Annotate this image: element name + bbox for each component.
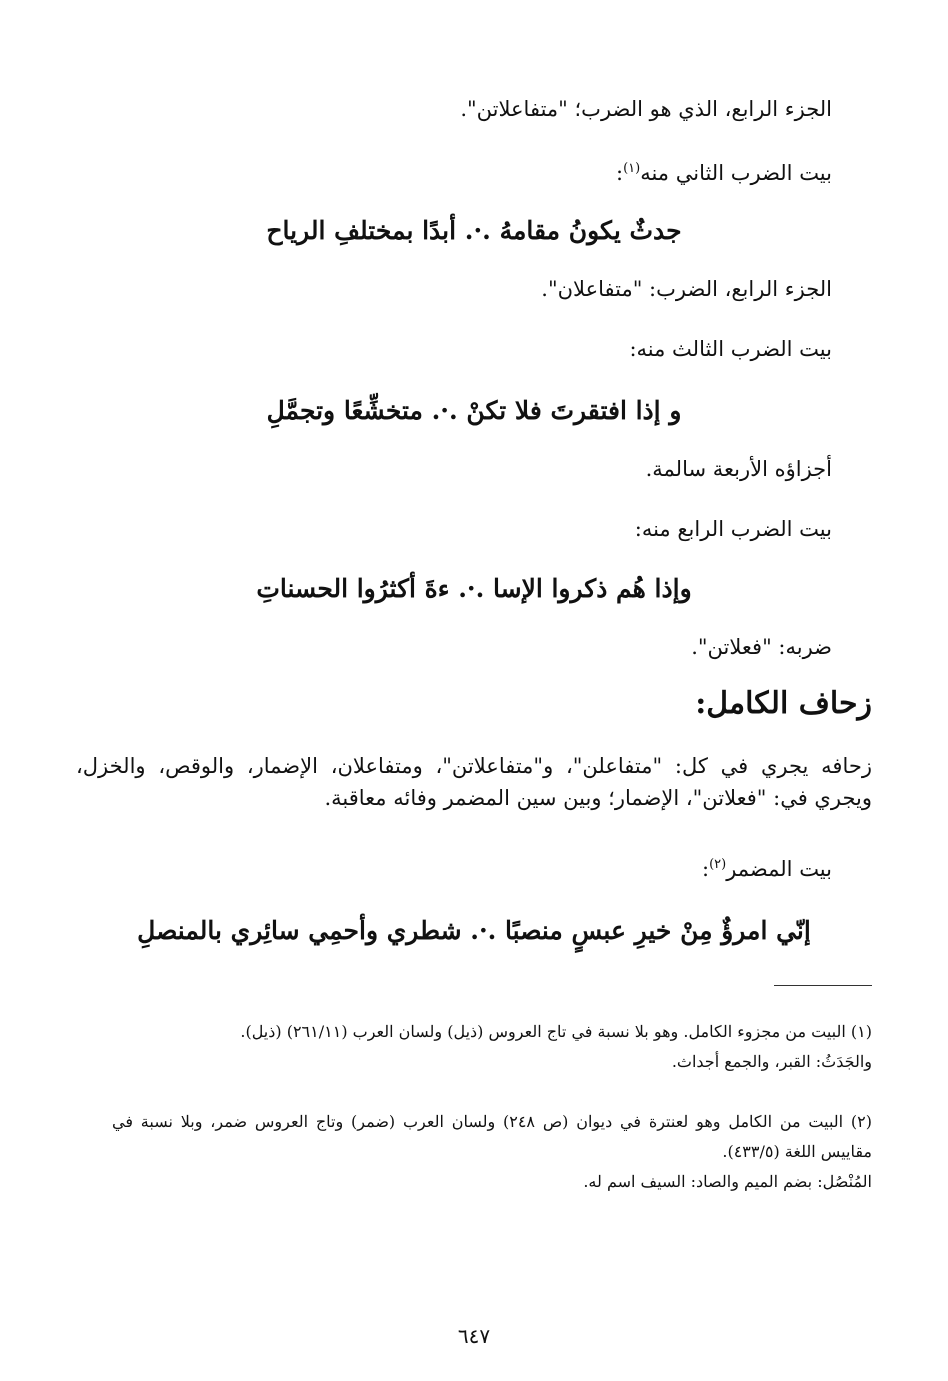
footnote-divider — [774, 985, 872, 986]
text-line: الجزء الرابع، الضرب: "متفاعلان". — [541, 277, 832, 301]
text-line: بيت الضرب الرابع منه: — [634, 517, 832, 541]
page-number: ٦٤٧ — [457, 1324, 491, 1348]
text-line — [70, 850, 832, 884]
text-line — [70, 154, 832, 188]
body-paragraph: زحافه يجري في كل: "متفاعلن"، و"متفاعلاتن"، ومتفاعلان، الإضمار، والوقص، والخزل، ويجري في: "فعلاتن"، الإضمار؛ وبين سين المضمر وفائه معاقبة. — [76, 754, 872, 810]
text-line-label: بيت المضمر — [726, 857, 832, 881]
footnote-text: المُنْصُل: بضم الميم والصاد: السيف اسم له. — [583, 1172, 872, 1191]
footnote-text: (١) البيت من مجزوء الكامل. وهو بلا نسبة في تاج العروس (ذيل) ولسان العرب (٢٦١/١١) (ذيل). — [240, 1022, 872, 1041]
text-line-label: بيت الضرب الثاني منه — [640, 161, 832, 185]
poetry-verse: و إذا افتقرتَ فلا تكنْ .·. متخشِّعًا وتجمَّلِ — [266, 396, 682, 425]
footnote-text: (٢) البيت من الكامل وهو لعنترة في ديوان (ص ٢٤٨) ولسان العرب (ضمر) وتاج العروس ضمر، وبلا نسبة في مقاييس اللغة (٤٣٣/٥). — [112, 1112, 872, 1161]
text-line: أجزاؤه الأربعة سالمة. — [645, 457, 832, 481]
footnote — [112, 1017, 872, 1077]
section-heading: زحاف الكامل: — [695, 686, 872, 721]
text-line: ضربه: "فعلاتن". — [691, 635, 832, 659]
colon: : — [615, 161, 624, 185]
poetry-verse: وإذا هُم ذكروا الإسا .·. ءةَ أكثرُوا الحسناتِ — [256, 574, 692, 603]
text-line: الجزء الرابع، الذي هو الضرب؛ "متفاعلاتن". — [460, 97, 832, 121]
text-line: بيت الضرب الثالث منه: — [629, 337, 832, 361]
footnote-ref: (٢) — [709, 857, 727, 872]
poetry-verse: إنّي امرؤٌ مِنْ خيرِ عبسٍ منصبًا .·. شطري وأحمِي سائِري بالمنصلِ — [137, 916, 811, 945]
footnote — [112, 1107, 872, 1197]
footnote-text: والجَدَثُ: القبر، والجمع أجداث. — [671, 1052, 872, 1071]
colon: : — [701, 857, 710, 881]
poetry-verse: جدثٌ يكونُ مقامهُ .·. أبدًا بمختلفِ الرياح — [266, 216, 682, 245]
footnote-ref: (١) — [623, 161, 641, 176]
